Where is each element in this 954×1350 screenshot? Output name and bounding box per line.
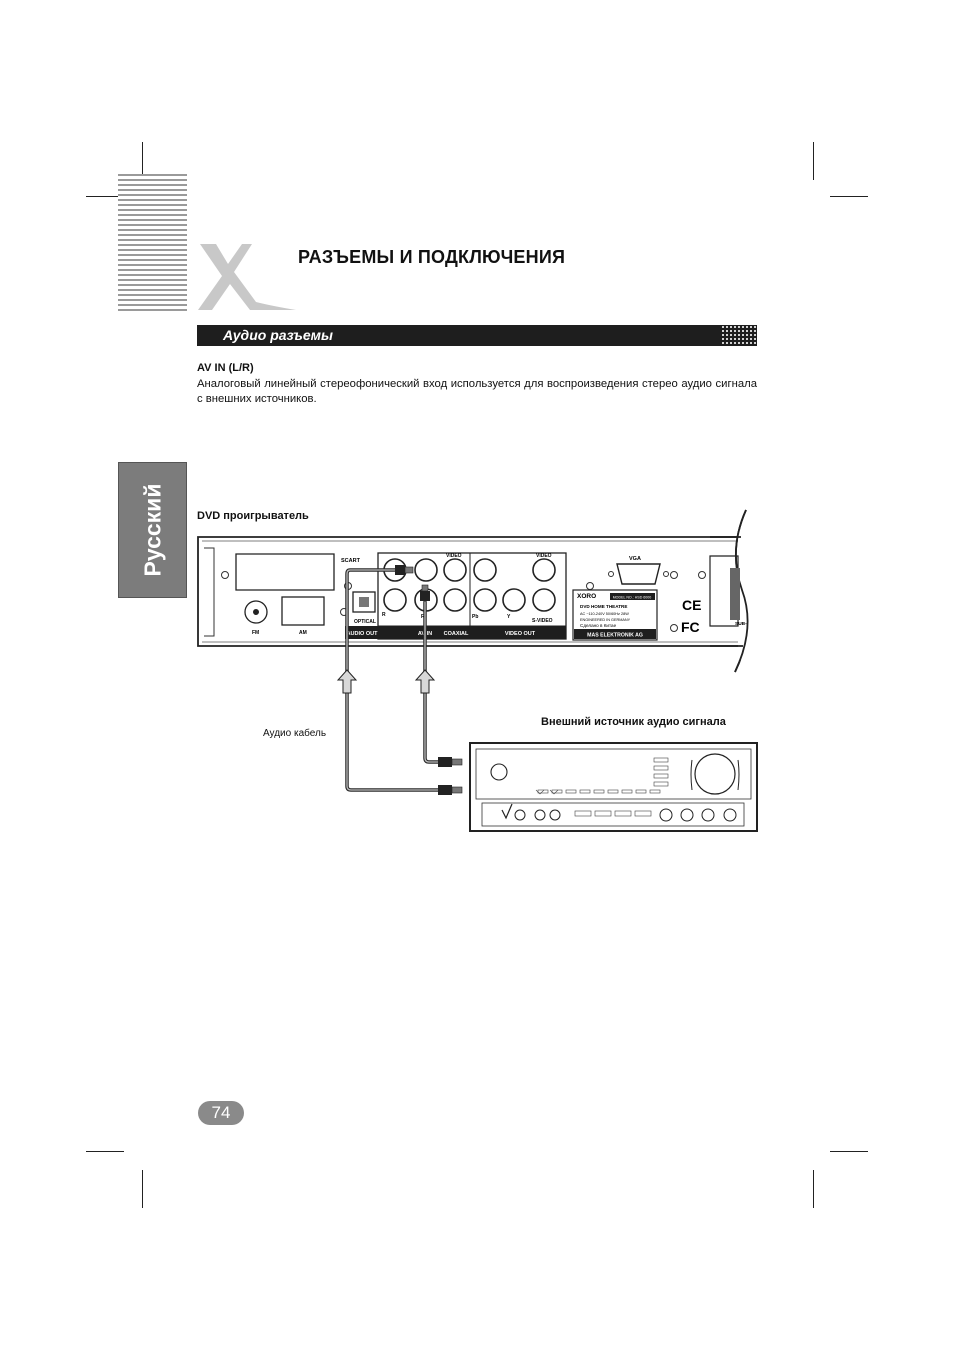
connection-diagram — [190, 500, 780, 840]
ce-mark: CE — [682, 597, 702, 613]
fc-mark: FC — [681, 619, 700, 635]
language-tab — [118, 462, 187, 598]
video-out-label: VIDEO OUT — [504, 631, 536, 637]
language-tab-label: Русский — [139, 483, 165, 577]
y-label: Y — [507, 614, 511, 620]
power-spec-label: AC ~110-240V 50/60Hz 28W — [580, 612, 629, 616]
vga-label: VGA — [629, 556, 641, 562]
external-source-label: Внешний источник аудио сигнала — [541, 716, 726, 728]
arrow-up-icon — [338, 670, 434, 693]
audio-cable-label: Аудио кабель — [263, 728, 327, 739]
r-label-2: R — [421, 614, 425, 620]
made-in-label: Сделано в Китае — [580, 623, 617, 628]
av-in-label: AV IN — [417, 631, 433, 637]
crop-mark — [830, 1151, 868, 1152]
s-video-label: S-VIDEO — [532, 618, 553, 624]
optical-label: OPTICAL — [354, 619, 376, 625]
dvd-player-label: DVD проигрыватель — [197, 510, 309, 522]
subheading: AV IN (L/R) — [197, 362, 254, 374]
fm-label: FM — [252, 630, 260, 636]
dvd-rear-panel — [198, 510, 778, 672]
page-title: РАЗЪЕМЫ И ПОДКЛЮЧЕНИЯ — [298, 247, 566, 267]
engineered-label: ENGINEERED IN GERMANY — [580, 618, 631, 622]
x-logo-icon — [194, 240, 302, 314]
audio-out-label: AUDIO OUT — [346, 631, 378, 637]
page-number: 74 — [198, 1101, 244, 1125]
scart-label: SCART — [341, 558, 360, 564]
crop-mark — [813, 1170, 814, 1208]
halftone-pattern — [721, 325, 757, 346]
brand-label: XORO — [577, 593, 597, 600]
crop-mark — [142, 1170, 143, 1208]
crop-mark — [830, 196, 868, 197]
coaxial-label: COAXIAL — [443, 631, 469, 637]
home-theatre-label: DVD HOME THEATRE — [580, 604, 628, 609]
company-label: MAS ELEKTRONIK AG — [587, 632, 643, 639]
am-label: AM — [299, 630, 307, 636]
crop-mark — [813, 142, 814, 180]
rca-plug-icon — [438, 757, 462, 795]
sub-label: SUB- — [735, 622, 747, 627]
video-label-2: VIDEO — [536, 553, 552, 559]
section-header — [197, 325, 757, 346]
body-paragraph: Аналоговый линейный стереофонический вход используется для воспроизведения стерео аудио сигнала с внешних источников. — [197, 378, 757, 405]
crop-mark — [86, 1151, 124, 1152]
model-label: MODEL NO.: HSD 6000 — [612, 595, 652, 600]
decorative-stripes — [118, 174, 187, 312]
pb-label: Pb — [472, 614, 479, 620]
video-label-1: VIDEO — [446, 553, 462, 559]
external-audio-device — [470, 743, 757, 831]
r-label: R — [382, 612, 386, 618]
section-label: Аудио разъемы — [223, 327, 333, 343]
